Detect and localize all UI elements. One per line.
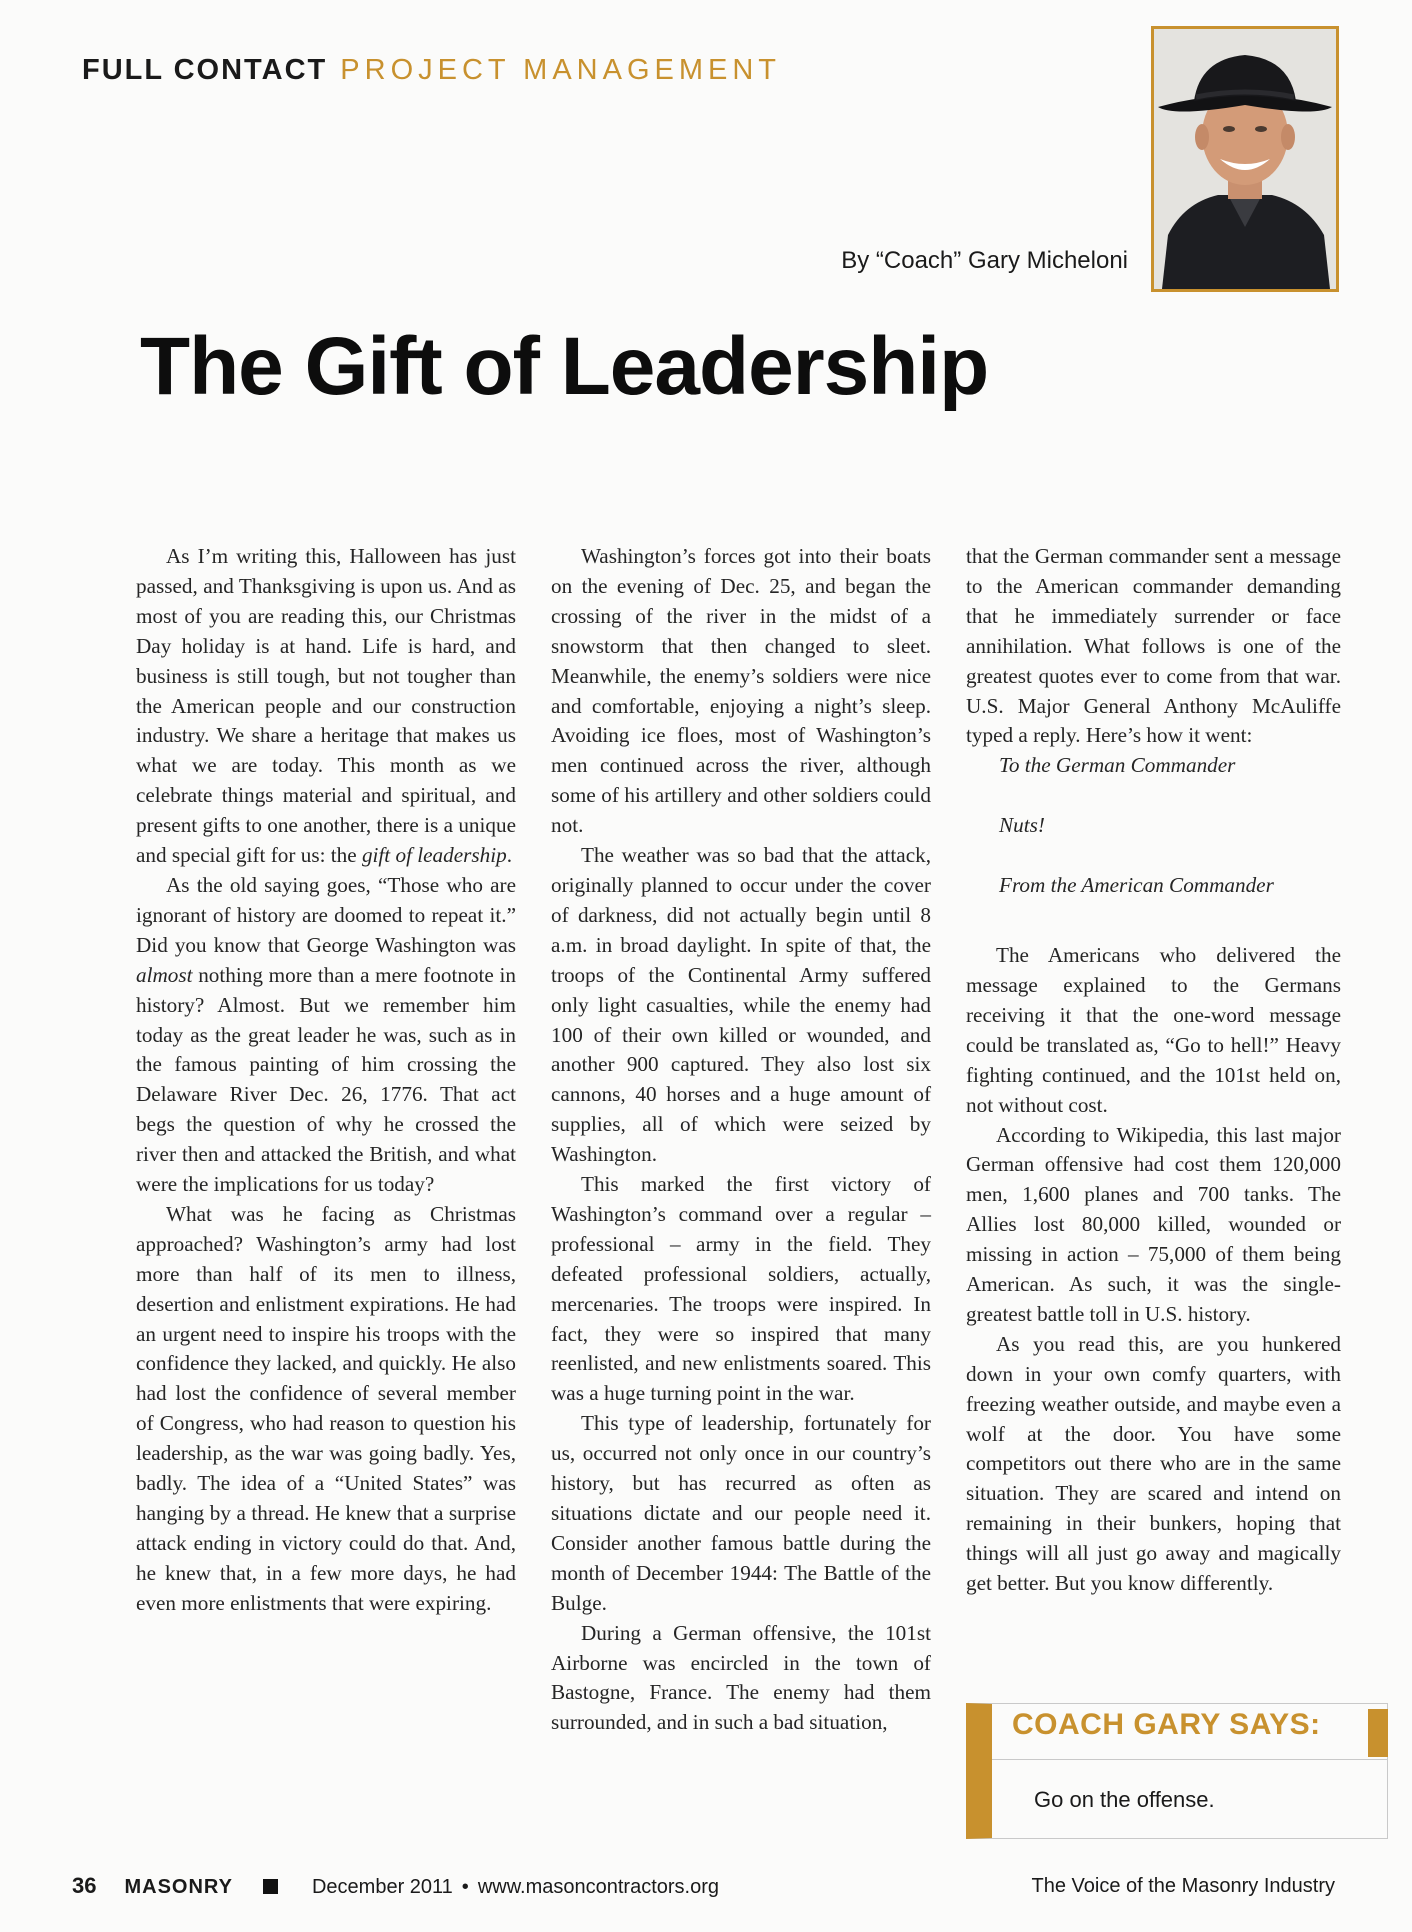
paragraph: During a German offensive, the 101st Airborne was encircled in the town of Bastogne, France. The enemy had them surrounded, and in such a bad situation, (551, 1620, 931, 1735)
emphasis: gift of leadership (361, 843, 507, 868)
square-bullet-icon (263, 1879, 278, 1894)
article-title: The Gift of Leadership (140, 321, 989, 412)
magazine-name: MASONRY (124, 1876, 233, 1898)
section-label (82, 54, 781, 87)
paragraph: As you read this, are you hunkered down in your own comfy quarters, with freezing weather outside, and maybe even a wolf at the door. You have some competitors out there who are in the same situation. They are scared and intend on remaining in their bunkers, hoping that things will all just go away and magically get better. But you know differently. (966, 1331, 1341, 1596)
emphasis: almost (136, 962, 193, 987)
byline: By “Coach” Gary Micheloni (841, 247, 1128, 274)
section-label-accent: PROJECT MANAGEMENT (340, 54, 782, 86)
article-column-1 (136, 542, 516, 1619)
page-footer (72, 1873, 719, 1899)
callout-divider (992, 1759, 1387, 1760)
paragraph: The Americans who delivered the message explained to the Germans receiving it that the one-word message could be translated as, “Go to hell!” Heavy fighting continued, and the 101st held on, not without cost. (966, 943, 1341, 1117)
paragraph: This marked the first victory of Washington’s command over a regular – professional – army in the field. They defeated professional soldiers, actually, mercenaries. The troops were inspired. In fact, they were so inspired that many reenlisted, and new enlistments soared. This was a huge turning point in the war. (551, 1172, 931, 1406)
paragraph: According to Wikipedia, this last major German offensive had cost them 120,000 men, 1,600 planes and 700 tanks. The Allies lost 80,000 killed, wounded or missing in action – 75,000 of them being American. As such, it was the single-greatest battle toll in U.S. history. (966, 1122, 1341, 1326)
footer-tagline: The Voice of the Masonry Industry (1031, 1875, 1335, 1897)
article-column-2 (551, 542, 931, 1738)
author-portrait-illustration (1154, 29, 1336, 289)
paragraph: The weather was so bad that the attack, originally planned to occur under the cover of darkness, did not actually begin until 8 a.m. in broad daylight. In spite of that, the troops of the Continental Army suffered only light casualties, while the enemy had 100 of their own killed or wounded, and another 900 captured. They also lost six cannons, 40 horses and a huge amount of supplies, all of which were seized by Washington. (551, 843, 931, 1167)
callout-heading: COACH GARY SAYS: (1012, 1708, 1321, 1741)
paragraph: Washington’s forces got into their boats on the evening of Dec. 25, and began the crossing of the river in the midst of a snowstorm that then changed to sleet. Meanwhile, the enemy’s soldiers were nice and comfortable, enjoying a night’s sleep. Avoiding ice floes, most of Washington’s men continued across the river, although some of his artillery and other soldiers could not. (551, 544, 931, 838)
callout-text: Go on the offense. (1034, 1787, 1215, 1812)
website-url: www.masoncontractors.org (477, 1876, 720, 1898)
issue-date: December 2011 (311, 1876, 453, 1898)
paragraph: As I’m writing this, Halloween has just passed, and Thanksgiving is upon us. And as most of you are reading this, our Christmas Day holiday is at hand. Life is hard, and business is still tough, but not tougher than the American people and our construction industry. We share a heritage that makes us what we are today. This month as we celebrate things material and spiritual, and present gifts to one another, there is a unique and special gift for us: the gift of leadership. (136, 544, 516, 868)
article-column-3 (966, 542, 1341, 1599)
page-number: 36 (72, 1873, 97, 1898)
bullet-separator: • (461, 1876, 469, 1898)
callout-accent-bar (1368, 1709, 1388, 1757)
quoted-letter-line: From the American Commander (999, 873, 1274, 898)
paragraph: As the old saying goes, “Those who are ignorant of history are doomed to repeat it.” Did you know that George Washington was almost nothing more than a mere footnote in history? Almost. But we remember him today as the great leader he was, such as in the famous painting of him crossing the Delaware River Dec. 26, 1776. That act begs the question of why he crossed the river then and attacked the British, and what were the implications for us today? (136, 872, 516, 1197)
section-label-bold: FULL CONTACT (82, 54, 328, 86)
paragraph: What was he facing as Christmas approached? Washington’s army had lost more than half of its men to illness, desertion and enlistment expirations. He had an urgent need to inspire his troops with the confidence they lacked, and quickly. He also had lost the confidence of several member of Congress, who had reason to question his leadership, as the war was going badly. Yes, badly. The idea of a “United States” was hanging by a thread. He knew that a surprise attack ending in victory could do that. And, he knew that, in a few more days, he had even more enlistments that were expiring. (136, 1201, 516, 1615)
quoted-letter-line: To the German Commander (999, 753, 1236, 778)
quoted-letter-line: Nuts! (999, 813, 1045, 838)
author-photo (1151, 26, 1339, 292)
paragraph: that the German commander sent a message to the American commander demanding that he immediately surrender or face annihilation. What follows is one of the greatest quotes ever to come from that war. U.S. Major General Anthony McAuliffe typed a reply. Here’s how it went: (966, 544, 1341, 748)
coach-says-callout (966, 1703, 1388, 1839)
paragraph: This type of leadership, fortunately for us, occurred not only once in our country’s history, but has recurred as often as situations dictate and our people need it. Consider another famous battle during the month of December 1944: The Battle of the Bulge. (551, 1411, 931, 1615)
